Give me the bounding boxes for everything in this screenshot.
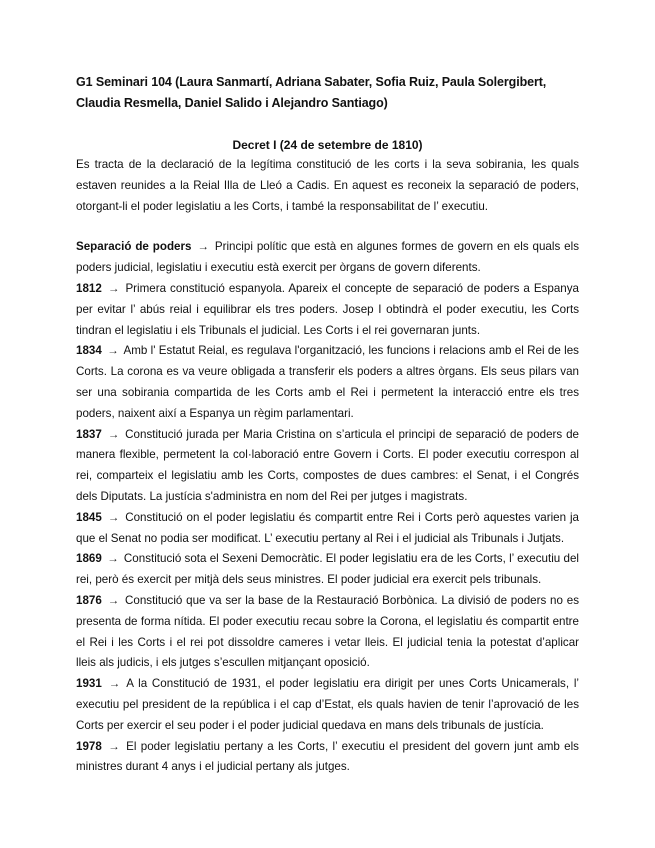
- section-1978: [76, 737, 579, 779]
- section-text: Principi polític que està en algunes formes de govern en els quals els poders judicial, legislatiu i executiu està exercit per òrgans de govern diferents.: [76, 240, 579, 275]
- arrow-glyph: →: [108, 739, 120, 753]
- section-text: Constitució que va ser la base de la Restauració Borbònica. La divisió de poders no es presenta de forma nítida. El poder executiu recau sobre la Corona, el legislatiu és compartit entre el Rei i les Corts i el rei pot dissoldre cameres i vetar lleis. El judicial tenia la potestat d’aplicar lleis als judicis, i els jutges s’escullen mitjançant oposició.: [76, 593, 579, 670]
- arrow-glyph: →: [197, 240, 209, 254]
- section-term: 1869: [76, 552, 102, 566]
- section-term: Separació de poders: [76, 240, 192, 254]
- section-term: 1837: [76, 427, 102, 441]
- section-1834: [76, 341, 579, 424]
- intro-paragraph: Es tracta de la declaració de la legítima constitució de les corts i la seva sobirania, les quals estaven reunides a la Reial Illa de Lleó a Cadis. En aquest es reconeix la separació de poders, otorgant-li el poder legislatiu a les Corts, i també la responsabilitat de l’ executiu.: [76, 158, 579, 213]
- section-text: Constitució on el poder legislatiu és compartit entre Rei i Corts però aquestes varien ja que el Senat no podia ser modificat. L’ executiu pertany al Rei i el judicial als Tribunals i Jutjats.: [76, 510, 579, 545]
- arrow-glyph: →: [107, 427, 120, 441]
- section-term: 1812: [76, 281, 102, 295]
- arrow-glyph: →: [107, 552, 119, 566]
- section-1931: [76, 674, 579, 736]
- arrow-glyph: →: [108, 677, 121, 691]
- section-term: 1834: [76, 344, 102, 358]
- section-term: 1978: [76, 739, 102, 753]
- arrow-glyph: →: [107, 344, 119, 358]
- document-title: Decret I (24 de setembre de 1810): [232, 138, 423, 152]
- section-term: 1876: [76, 593, 102, 607]
- section-text: A la Constitució de 1931, el poder legislatiu era dirigit per unes Corts Unicamerals, l’ executiu pel president de la república i el cap d’Estat, els quals havien de tenir l’aprovació de les Corts per exercir el seu poder i el poder judicial quedava en mans dels tribunals de justícia.: [76, 677, 579, 732]
- section-text: Constitució sota el Sexeni Democràtic. El poder legislatiu era de les Corts, l’ executiu del rei, però és exercit per mitjà dels seus ministres. El poder judicial era exercit pels tribunals.: [76, 552, 579, 587]
- section-term: 1845: [76, 510, 102, 524]
- section-1869: [76, 549, 579, 591]
- section-text: Constitució jurada per Maria Cristina on s’articula el principi de separació de poders de manera flexible, permetent la col·laboració entre Govern i Corts. El poder executiu correspon al rei, comparteix el legislatiu amb les Corts, compostes de dues cambres: el Senat, i el Congrés dels Diputats. La justícia s'administra en nom del Rei per jutges i magistrats.: [76, 427, 579, 503]
- section-1876: [76, 591, 579, 674]
- document-heading: G1 Seminari 104 (Laura Sanmartí, Adriana Sabater, Sofia Ruiz, Paula Solergibert, Claudia Resmella, Daniel Salido i Alejandro Santiago): [76, 75, 547, 110]
- section-1845: [76, 508, 579, 550]
- arrow-glyph: →: [107, 593, 120, 607]
- section-term: 1931: [76, 677, 102, 691]
- section-text: Amb l' Estatut Reial, es regulava l'organització, les funcions i relacions amb el Rei de les Corts. La corona es va veure obligada a transferir els poders a altres òrgans. Els seus pilars van ser una sobirania compartida de les Corts amb el Rei i permetent la interacció entre els tres poders, naixent així a Espanya un règim parlamentari.: [76, 344, 579, 420]
- section-text: El poder legislatiu pertany a les Corts, l’ executiu el president del govern junt amb els ministres durant 4 anys i el judicial pertany als jutges.: [76, 739, 579, 774]
- arrow-glyph: →: [107, 510, 120, 524]
- document-page: [76, 72, 579, 778]
- arrow-glyph: →: [107, 281, 120, 295]
- section-separacio-de-poders: [76, 237, 579, 279]
- section-1812: [76, 279, 579, 341]
- section-text: Primera constitució espanyola. Apareix el concepte de separació de poders a Espanya per evitar l’ abús reial i equilibrar els tres poders. Josep I obtindrà el poder executiu, les Corts tindran el legislatiu i els Tribunals el judicial. Les Corts i el rei governaran junts.: [76, 281, 579, 337]
- section-1837: [76, 425, 579, 508]
